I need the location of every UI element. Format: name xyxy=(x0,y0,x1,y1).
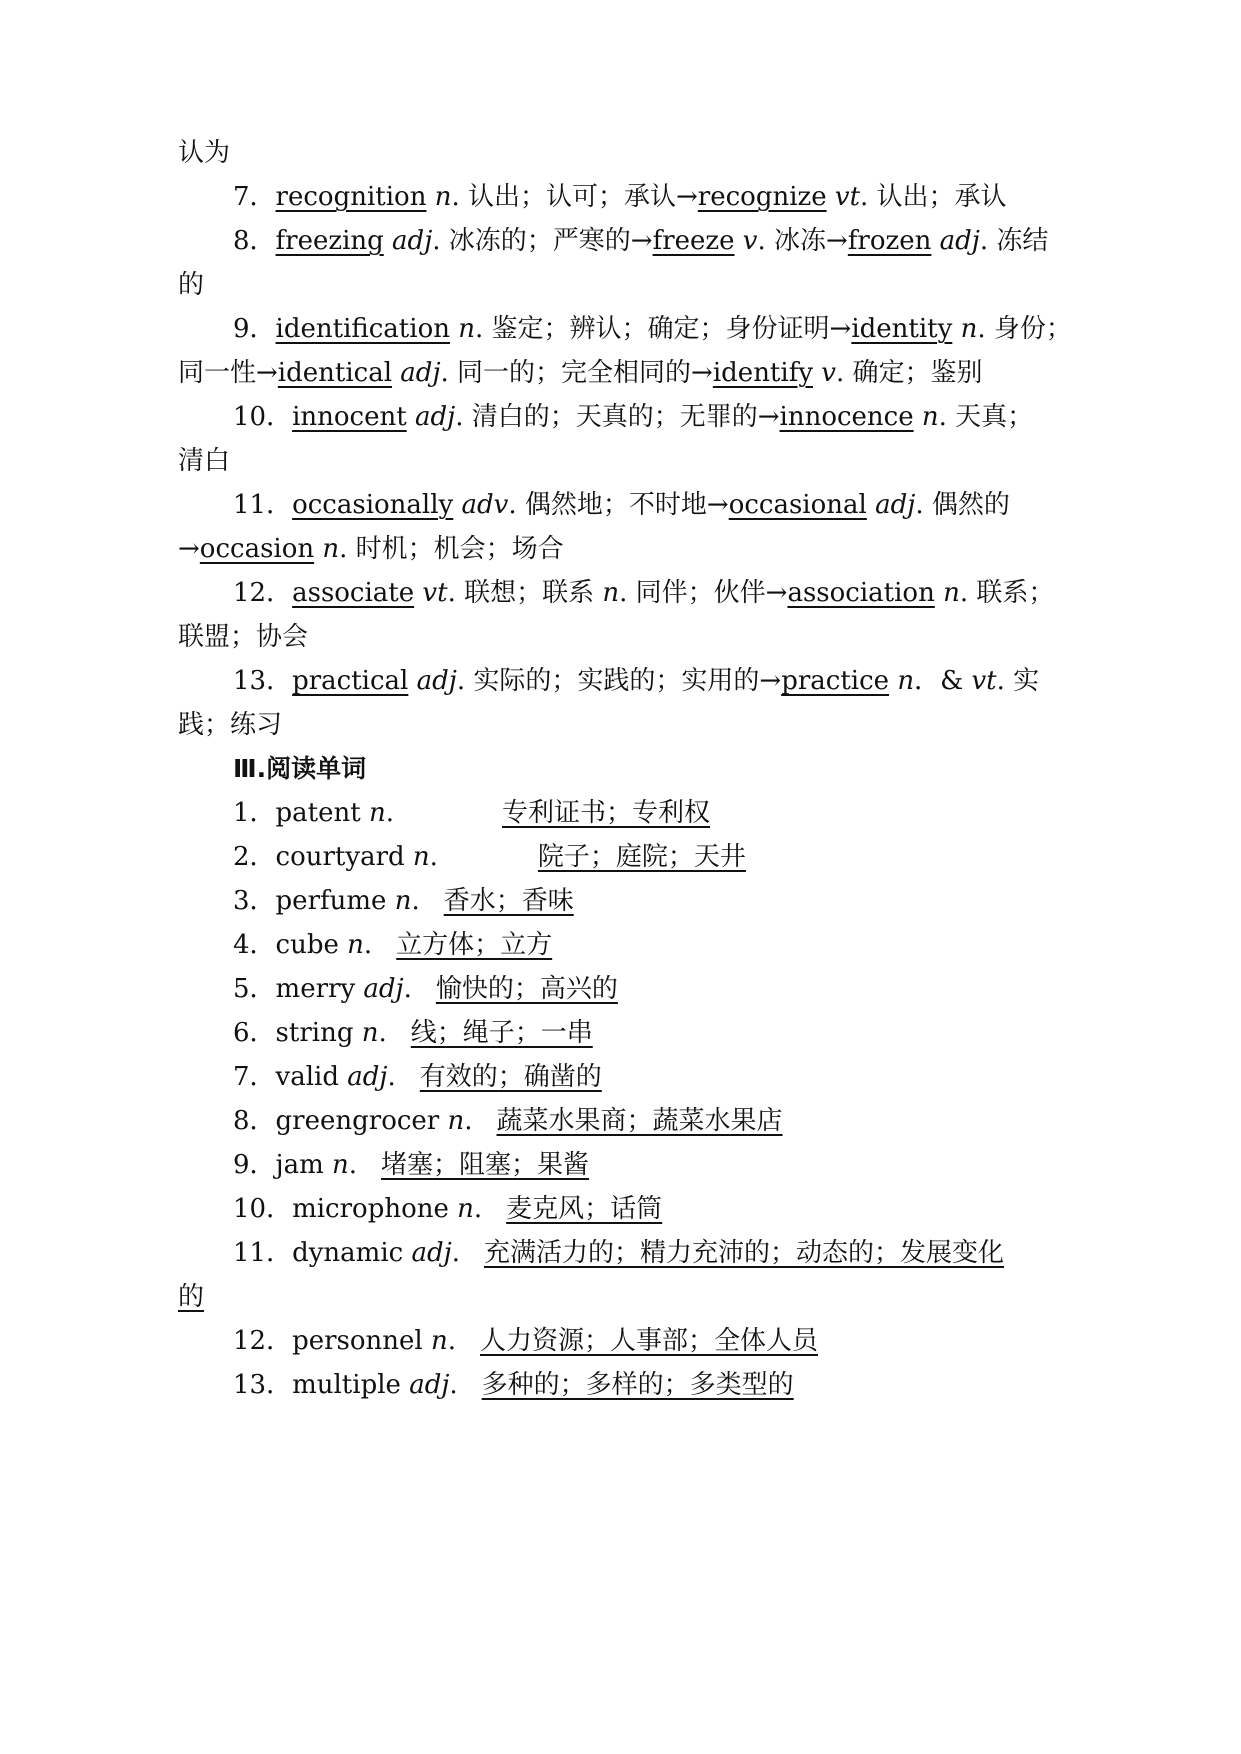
text-segment: 13．multiple xyxy=(233,1370,410,1400)
text-segment: 认为 xyxy=(178,138,231,168)
reading-word-5 xyxy=(233,973,618,1005)
part-of-speech: adj xyxy=(939,226,980,256)
text-segment: . 实际的；实践的；实用的→ xyxy=(456,666,782,696)
text-segment: . 同伴；伙伴→ xyxy=(619,578,788,608)
text-segment: 10． xyxy=(233,402,293,432)
text-segment xyxy=(735,226,743,256)
part-of-speech: vt xyxy=(971,666,997,696)
part-of-speech: adj xyxy=(409,1370,450,1400)
text-segment: 同一性→ xyxy=(178,358,278,388)
text-segment: . 联想；联系 xyxy=(447,578,603,608)
reading-word-11 xyxy=(233,1237,1004,1269)
text-segment: . xyxy=(385,798,394,828)
underlined-term: 多种的；多样的；多类型的 xyxy=(481,1370,794,1400)
part-of-speech: n xyxy=(434,182,452,212)
reading-word-8 xyxy=(233,1105,783,1137)
underlined-term: 蔬菜水果商；蔬菜水果店 xyxy=(496,1106,783,1136)
text-segment: . 偶然的 xyxy=(915,490,1010,520)
vocab-entry-13 xyxy=(233,665,1039,697)
text-segment: 1．patent xyxy=(233,798,369,828)
text-segment: . 鉴定；辨认；确定；身份证明→ xyxy=(474,314,852,344)
part-of-speech: n xyxy=(602,578,620,608)
text-segment xyxy=(935,578,943,608)
text-line xyxy=(178,137,230,169)
text-segment: . 清白的；天真的；无罪的→ xyxy=(455,402,780,432)
text-line xyxy=(178,269,204,301)
text-segment xyxy=(867,490,875,520)
part-of-speech: adj xyxy=(392,226,433,256)
text-segment: 12．personnel xyxy=(233,1326,431,1356)
part-of-speech: adj xyxy=(414,402,456,432)
underlined-term: 立方体；立方 xyxy=(396,930,553,960)
text-line xyxy=(178,445,230,477)
part-of-speech: n xyxy=(332,1150,349,1180)
text-segment: . 联系； xyxy=(959,578,1055,608)
underlined-term: 有效的；确凿的 xyxy=(419,1062,602,1092)
part-of-speech: adj xyxy=(347,1062,388,1092)
reading-word-13 xyxy=(233,1369,794,1401)
text-line xyxy=(178,709,282,741)
part-of-speech: n xyxy=(412,842,430,872)
text-line xyxy=(178,533,564,565)
text-segment xyxy=(426,182,434,212)
underlined-term: association xyxy=(787,578,935,608)
text-segment: . 冻结 xyxy=(979,226,1049,256)
text-segment xyxy=(407,402,415,432)
text-segment: 9． xyxy=(233,314,276,344)
underlined-term: identify xyxy=(712,358,814,388)
part-of-speech: adj xyxy=(416,666,457,696)
vocab-entry-11 xyxy=(233,489,1010,521)
text-segment xyxy=(952,314,960,344)
text-segment: 7． xyxy=(233,182,276,212)
text-segment: 联盟；协会 xyxy=(178,622,309,652)
reading-word-6 xyxy=(233,1017,593,1049)
part-of-speech: n xyxy=(347,930,364,960)
text-segment: ．& xyxy=(914,666,972,696)
text-segment: . 实 xyxy=(996,666,1040,696)
text-segment: . 时机；机会；场合 xyxy=(339,534,564,564)
underlined-term: 堵塞；阻塞；果酱 xyxy=(381,1150,590,1180)
text-segment: 7．valid xyxy=(233,1062,348,1092)
underlined-term: 麦克风；话筒 xyxy=(506,1194,663,1224)
text-segment: . 冰冻→ xyxy=(757,226,848,256)
reading-word-9 xyxy=(233,1149,589,1181)
part-of-speech: v xyxy=(742,226,758,256)
text-segment: . xyxy=(429,842,438,872)
part-of-speech: n xyxy=(458,314,475,344)
part-of-speech: n xyxy=(368,798,386,828)
text-segment: . xyxy=(387,1062,396,1092)
text-segment: 9．jam xyxy=(233,1150,333,1180)
text-segment: . xyxy=(348,1150,358,1180)
underlined-term: practice xyxy=(781,666,890,696)
text-segment xyxy=(453,490,461,520)
part-of-speech: n xyxy=(943,578,960,608)
text-line xyxy=(178,357,983,389)
text-segment xyxy=(827,182,835,212)
text-segment: . xyxy=(449,1370,458,1400)
part-of-speech: n xyxy=(322,534,340,564)
part-of-speech: adv xyxy=(461,490,509,520)
underlined-term: occasionally xyxy=(292,490,454,520)
underlined-term: freeze xyxy=(652,226,735,256)
vocab-entry-12 xyxy=(233,577,1054,609)
text-segment: 践；练习 xyxy=(178,710,283,740)
text-segment: 4．cube xyxy=(233,930,348,960)
part-of-speech: adj xyxy=(411,1238,452,1268)
text-segment: . 同一的；完全相同的→ xyxy=(440,358,713,388)
reading-word-7 xyxy=(233,1061,602,1093)
text-segment: 13． xyxy=(233,666,293,696)
vocab-entry-10 xyxy=(233,401,1033,433)
text-segment: . 身份； xyxy=(977,314,1072,344)
underlined-term: identity xyxy=(851,314,953,344)
reading-word-10 xyxy=(233,1193,662,1225)
underlined-term: identical xyxy=(277,358,393,388)
text-segment: . xyxy=(363,930,373,960)
text-segment: . xyxy=(378,1018,387,1048)
reading-word-4 xyxy=(233,929,552,961)
text-segment: . 认出；承认 xyxy=(860,182,1007,212)
underlined-term: frozen xyxy=(847,226,932,256)
part-of-speech: n xyxy=(431,1326,448,1356)
text-line xyxy=(178,621,308,653)
text-segment: 清白 xyxy=(178,446,231,476)
reading-word-3 xyxy=(233,885,574,917)
part-of-speech: adj xyxy=(875,490,916,520)
text-segment: . xyxy=(464,1106,473,1136)
text-segment: . xyxy=(473,1194,483,1224)
text-segment: . 确定；鉴别 xyxy=(835,358,983,388)
underlined-term: 院子；庭院；天井 xyxy=(537,842,746,872)
text-segment: . xyxy=(447,1326,457,1356)
underlined-term: 的 xyxy=(178,1282,205,1312)
section-heading xyxy=(233,753,366,785)
part-of-speech: n xyxy=(897,666,915,696)
text-segment: 12． xyxy=(233,578,293,608)
underlined-term: 充满活力的；精力充沛的；动态的；发展变化 xyxy=(483,1238,1004,1268)
vocab-entry-9 xyxy=(233,313,1072,345)
part-of-speech: adj xyxy=(400,358,441,388)
text-segment: 5．merry xyxy=(233,974,364,1004)
underlined-term: recognize xyxy=(697,182,827,212)
part-of-speech: n xyxy=(394,886,412,916)
underlined-term: occasional xyxy=(728,490,867,520)
underlined-term: freezing xyxy=(275,226,384,256)
text-segment xyxy=(384,226,392,256)
part-of-speech: n xyxy=(361,1018,379,1048)
text-segment xyxy=(450,314,458,344)
underlined-term: 愉快的；高兴的 xyxy=(435,974,618,1004)
text-segment xyxy=(914,402,922,432)
text-segment: . xyxy=(451,1238,460,1268)
text-segment: → xyxy=(178,534,200,564)
text-segment: 11．dynamic xyxy=(233,1238,412,1268)
text-segment: . xyxy=(411,886,420,916)
underlined-term: occasion xyxy=(199,534,315,564)
text-segment: 8． xyxy=(233,226,276,256)
text-segment: . xyxy=(403,974,412,1004)
text-segment: 2．courtyard xyxy=(233,842,413,872)
part-of-speech: adj xyxy=(363,974,404,1004)
part-of-speech: vt xyxy=(834,182,861,212)
text-segment: Ⅲ.阅读单词 xyxy=(233,754,367,783)
part-of-speech: vt xyxy=(422,578,448,608)
underlined-term: associate xyxy=(292,578,415,608)
text-segment: 11． xyxy=(233,490,293,520)
underlined-term: 香水；香味 xyxy=(443,886,574,916)
underlined-term: innocence xyxy=(779,402,914,432)
vocab-entry-8 xyxy=(233,225,1048,257)
part-of-speech: n xyxy=(921,402,939,432)
text-segment xyxy=(931,226,939,256)
vocab-entry-7 xyxy=(233,181,1007,213)
text-segment: . 天真； xyxy=(938,402,1034,432)
underlined-term: 专利证书；专利权 xyxy=(502,798,711,828)
text-segment: 3．perfume xyxy=(233,886,395,916)
reading-word-12 xyxy=(233,1325,818,1357)
text-segment: 6．string xyxy=(233,1018,362,1048)
underlined-term: recognition xyxy=(275,182,427,212)
text-segment: . 冰冻的；严寒的→ xyxy=(432,226,653,256)
underlined-term: 线；绳子；一串 xyxy=(410,1018,593,1048)
text-line xyxy=(178,1281,204,1313)
text-segment: . 认出；认可；承认→ xyxy=(451,182,698,212)
underlined-term: identification xyxy=(275,314,450,344)
reading-word-2 xyxy=(233,841,746,873)
part-of-speech: v xyxy=(821,358,836,388)
underlined-term: practical xyxy=(292,666,409,696)
underlined-term: 人力资源；人事部；全体人员 xyxy=(480,1326,819,1356)
text-segment: 10．microphone xyxy=(233,1194,458,1224)
text-segment xyxy=(408,666,416,696)
reading-word-1 xyxy=(233,797,710,829)
text-segment: 的 xyxy=(178,270,205,300)
part-of-speech: n xyxy=(457,1194,474,1224)
underlined-term: innocent xyxy=(292,402,407,432)
part-of-speech: n xyxy=(960,314,978,344)
part-of-speech: n xyxy=(447,1106,465,1136)
text-segment: 8．greengrocer xyxy=(233,1106,448,1136)
text-segment: . 偶然地；不时地→ xyxy=(508,490,729,520)
